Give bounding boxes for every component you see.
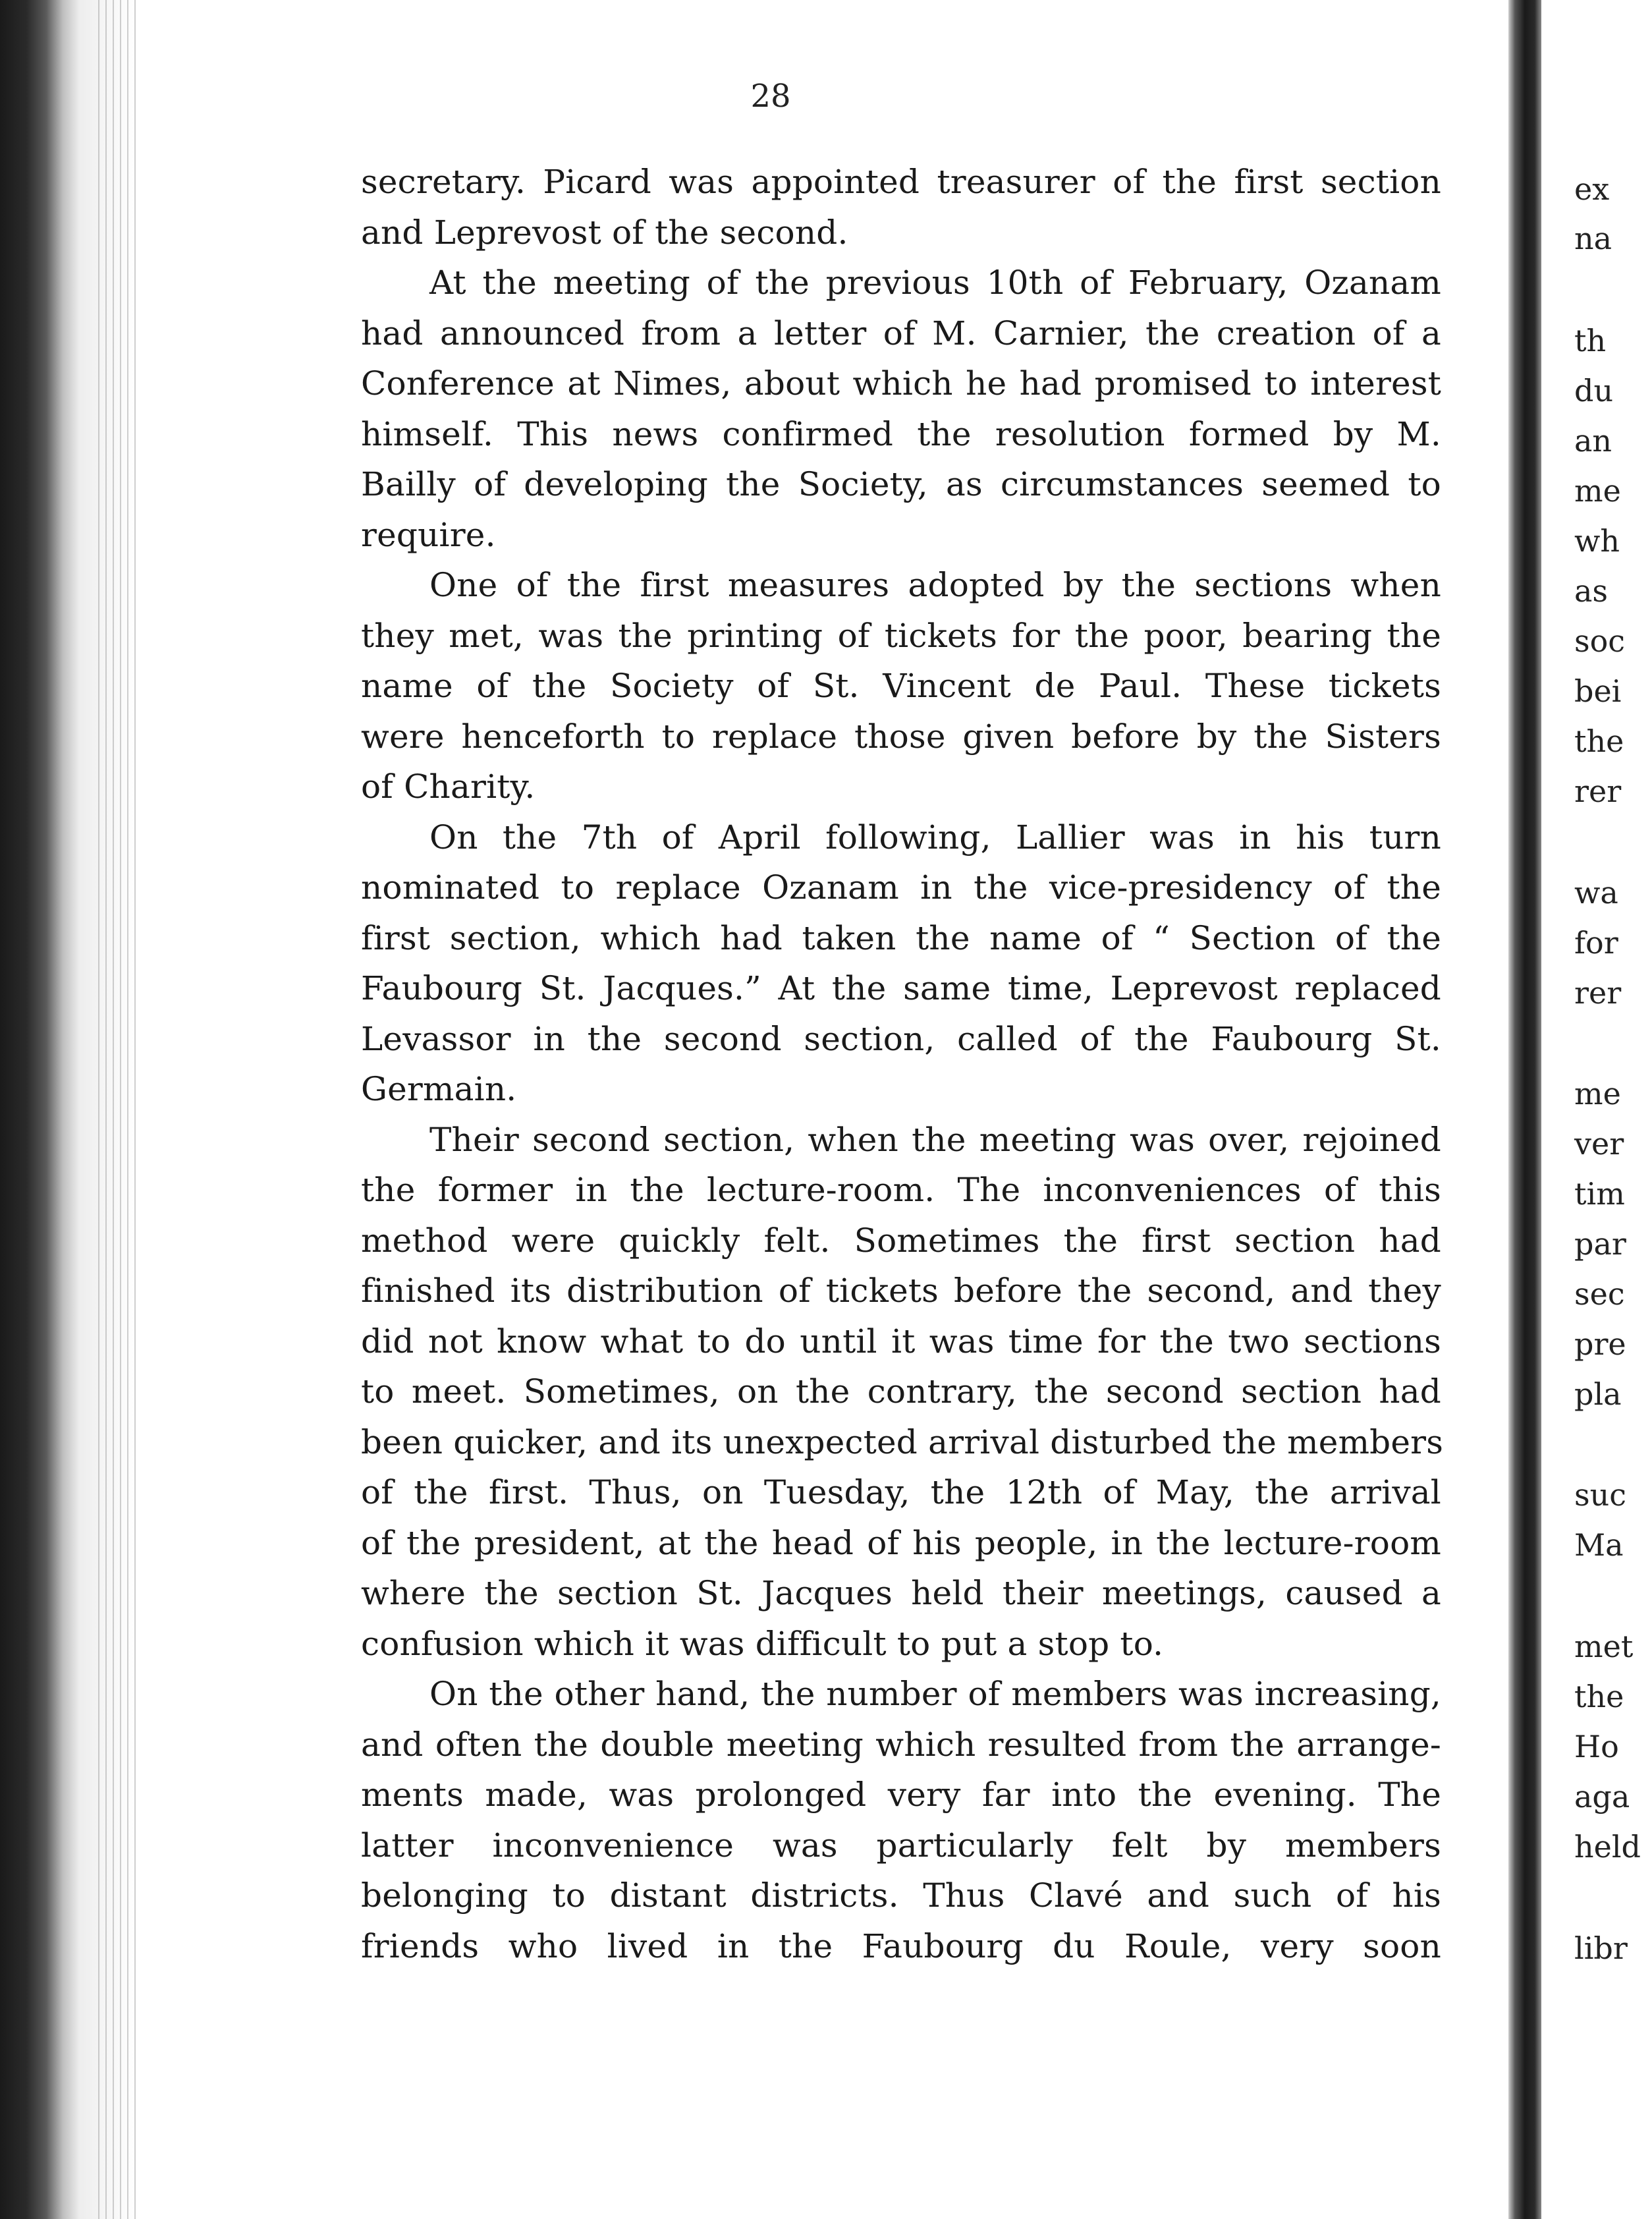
text-line: been quicker, and its unexpected arrival disturbed the members	[361, 1422, 1444, 1461]
facing-page-line: met	[1574, 1629, 1634, 1664]
text-line: friends who lived in the Faubourg du Roule, very soon	[361, 1926, 1441, 1965]
text-line: Levassor in the second section, called of the Faubourg St.	[361, 1019, 1441, 1058]
facing-page-line: Ma	[1574, 1527, 1624, 1563]
text-line: and Leprevost of the second.	[361, 213, 848, 252]
text-line: Germain.	[361, 1070, 517, 1108]
text-line: name of the Society of St. Vincent de Paul. These tickets	[361, 667, 1441, 705]
facing-page-line: for	[1574, 925, 1618, 961]
facing-page-line: wa	[1574, 875, 1618, 911]
text-line: Bailly of developing the Society, as circumstances seemed to	[361, 465, 1441, 503]
body-text	[361, 157, 1444, 1971]
text-line: and often the double meeting which resulted from the arrange-	[361, 1725, 1441, 1764]
book-fold	[1508, 0, 1541, 2219]
text-line: the former in the lecture-room. The inconveniences of this	[361, 1171, 1441, 1209]
text-line: Their second section, when the meeting was over, rejoined	[429, 1120, 1441, 1159]
text-line: method were quickly felt. Sometimes the first section had	[361, 1221, 1441, 1260]
facing-page-line: wh	[1574, 523, 1620, 559]
text-line: they met, was the printing of tickets for the poor, bearing the	[361, 616, 1441, 655]
facing-page-line: du	[1574, 373, 1614, 408]
facing-page-line: held	[1574, 1829, 1641, 1865]
text-line: where the section St. Jacques held their meetings, caused a	[361, 1574, 1441, 1612]
text-line: himself. This news confirmed the resolution formed by M.	[361, 414, 1441, 453]
facing-page-line: na	[1574, 221, 1612, 256]
facing-page-line: me	[1574, 473, 1621, 509]
text-line: At the meeting of the previous 10th of February, Ozanam	[429, 264, 1441, 302]
facing-page-line: the	[1574, 723, 1624, 759]
text-line: of the president, at the head of his people, in the lecture-room	[361, 1523, 1441, 1562]
facing-page-line: Ho	[1574, 1729, 1619, 1764]
text-line: On the other hand, the number of members was increasing,	[429, 1675, 1441, 1713]
facing-page-line: ver	[1574, 1126, 1624, 1162]
facing-page-line: th	[1574, 323, 1607, 358]
facing-page-line: an	[1574, 423, 1612, 459]
facing-page-line: libr	[1574, 1930, 1628, 1966]
text-line: One of the first measures adopted by the sections when	[429, 566, 1441, 604]
facing-page-line: bei	[1574, 673, 1622, 709]
text-line: of Charity.	[361, 768, 536, 806]
text-line: confusion which it was difficult to put a stop to.	[361, 1624, 1164, 1663]
text-line: first section, which had taken the name of “ Section of the	[361, 918, 1441, 957]
facing-page-line: as	[1574, 573, 1609, 609]
text-line: of the first. Thus, on Tuesday, the 12th of May, the arrival	[361, 1473, 1441, 1511]
facing-page-line: ex	[1574, 171, 1610, 207]
facing-page-line: pla	[1574, 1376, 1622, 1412]
text-line: require.	[361, 515, 496, 554]
facing-page-line: soc	[1574, 623, 1626, 659]
text-line: finished its distribution of tickets before the second, and they	[361, 1272, 1441, 1310]
facing-page-line: the	[1574, 1679, 1624, 1714]
text-line: nominated to replace Ozanam in the vice-presidency of the	[361, 868, 1441, 907]
text-line: Conference at Nimes, about which he had promised to interest	[361, 364, 1441, 403]
facing-page-line: pre	[1574, 1326, 1626, 1362]
facing-page-line: tim	[1574, 1176, 1625, 1212]
facing-page-line: sec	[1574, 1276, 1625, 1312]
text-line: were henceforth to replace those given before by the Sisters	[361, 717, 1441, 756]
text-line: ments made, was prolonged very far into the evening. The	[361, 1776, 1441, 1814]
text-line: to meet. Sometimes, on the contrary, the second section had	[361, 1372, 1441, 1411]
facing-page-line: rer	[1574, 975, 1622, 1011]
page-edges	[92, 0, 138, 2219]
facing-page-fragment	[1541, 0, 1652, 2219]
text-line: did not know what to do until it was time for the two sections	[361, 1322, 1441, 1361]
facing-page-line: par	[1574, 1226, 1626, 1262]
facing-page-line: me	[1574, 1076, 1621, 1111]
text-line: had announced from a letter of M. Carnier, the creation of a	[361, 314, 1441, 352]
text-line: Faubourg St. Jacques.” At the same time, Leprevost replaced	[361, 969, 1441, 1007]
facing-page-line: aga	[1574, 1779, 1630, 1814]
facing-page-line: suc	[1574, 1477, 1626, 1513]
text-line: secretary. Picard was appointed treasurer of the first section	[361, 163, 1441, 201]
text-line: latter inconvenience was particularly felt by members	[361, 1826, 1441, 1865]
text-line: On the 7th of April following, Lallier was in his turn	[429, 818, 1441, 857]
text-line: belonging to distant districts. Thus Clavé and such of his	[361, 1876, 1441, 1915]
facing-page-line: rer	[1574, 773, 1622, 809]
page-number: 28	[750, 78, 791, 115]
